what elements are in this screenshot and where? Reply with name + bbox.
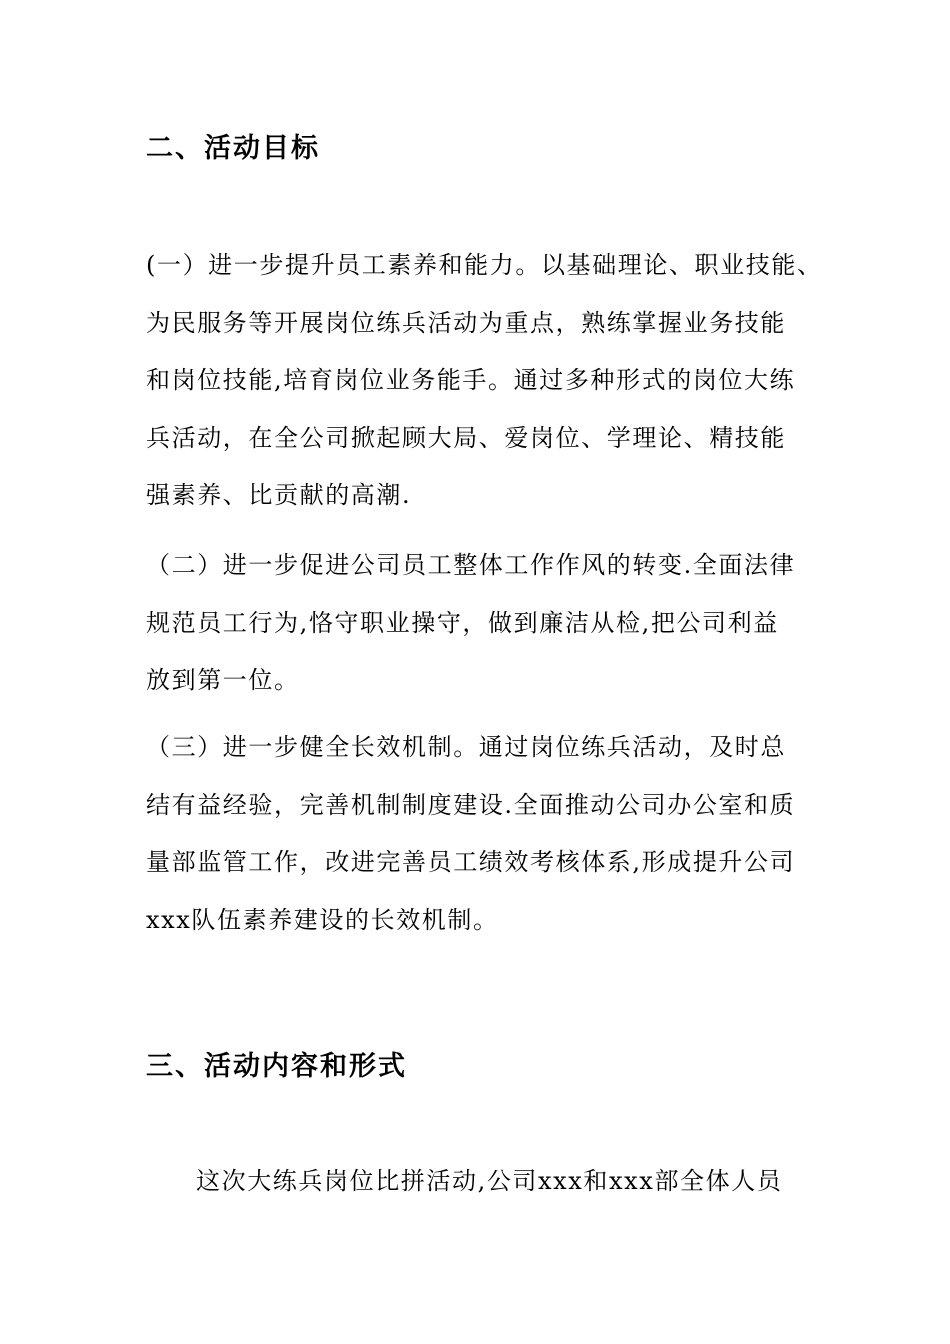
goal-paragraph-2	[146, 537, 826, 710]
paragraph-line: (一）进一步提升员工素养和能力。以基础理论、职业技能、	[146, 251, 823, 279]
paragraph-line: xxx队伍素养建设的长效机制。	[146, 905, 499, 934]
paragraph-line: 结有益经验，完善机制制度建设.全面推动公司办公室和质	[146, 790, 796, 819]
paragraph-line: 放到第一位。	[146, 666, 300, 694]
goal-paragraph-3	[146, 719, 826, 949]
paragraph-line: 兵活动，在全公司掀起顾大局、爱岗位、学理论、精技能	[146, 423, 786, 452]
paragraph-line: （二）进一步促进公司员工整体工作作风的转变.全面法律	[146, 551, 796, 579]
content-paragraph-1	[196, 1153, 826, 1211]
paragraph-line: 为民服务等开展岗位练兵活动为重点，熟练掌握业务技能	[146, 308, 786, 337]
section-heading-content-and-form: 三、活动内容和形式	[146, 1051, 407, 1082]
paragraph-line: 量部监管工作，改进完善员工绩效考核体系,形成提升公司	[146, 848, 796, 876]
paragraph-line: 规范员工行为,恪守职业操守，做到廉洁从检,把公司利益	[146, 608, 779, 637]
paragraph-line: 和岗位技能,培育岗位业务能手。通过多种形式的岗位大练	[146, 366, 796, 394]
paragraph-line: 强素养、比贡献的高潮.	[146, 481, 412, 509]
goal-paragraph-1	[146, 237, 826, 525]
section-heading-goals: 二、活动目标	[146, 133, 320, 164]
paragraph-line: 这次大练兵岗位比拼活动,公司xxx和xxx部全体人员	[196, 1167, 783, 1195]
paragraph-line: （三）进一步健全长效机制。通过岗位练兵活动，及时总	[146, 733, 786, 761]
